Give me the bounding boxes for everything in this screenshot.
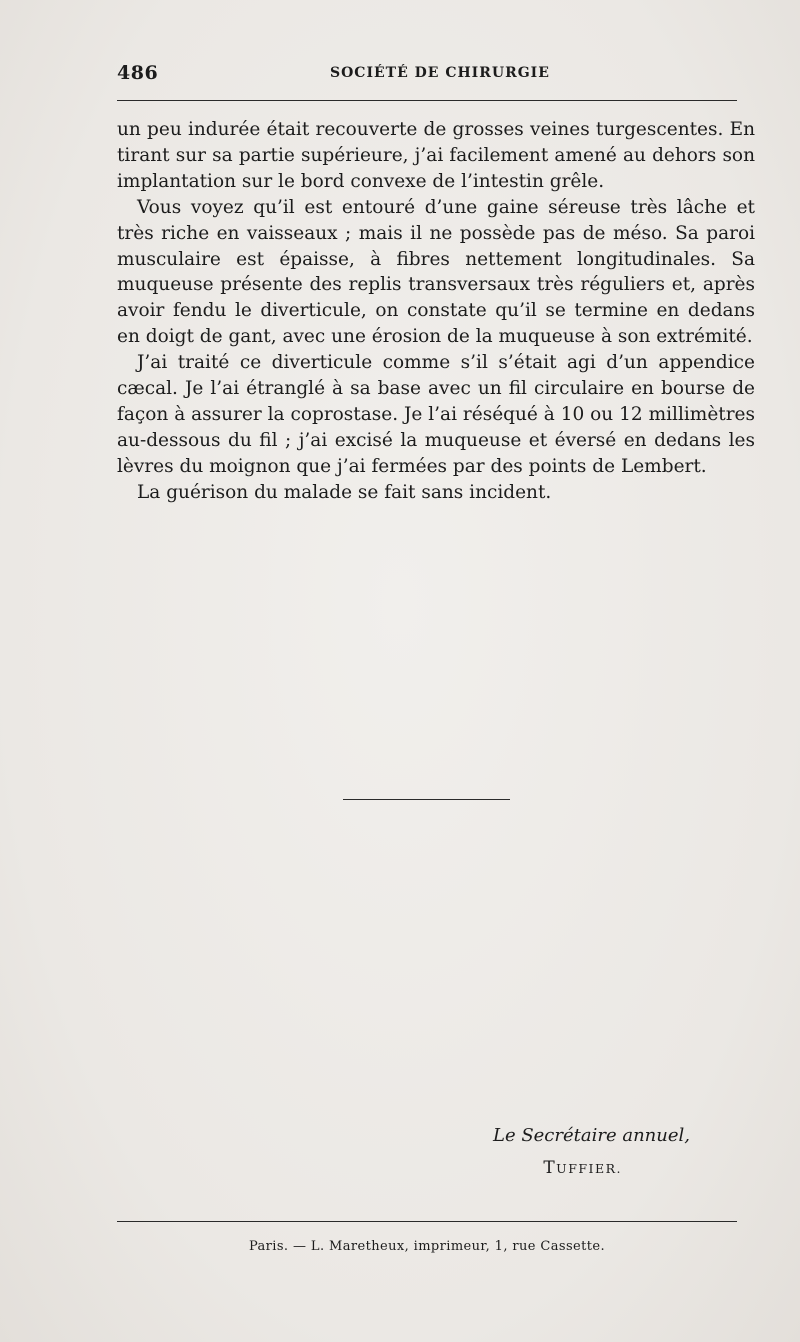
paragraph-2: Vous voyez qu’il est entouré d’une gaine séreuse très lâche et très riche en vaisseaux ; mais il ne possède pas de méso. Sa paroi musculaire est épaisse, à fibres nettement longitudinales. Sa muqueuse présente des replis transversaux très réguliers et, après avoir fendu le diverticule, on constate qu’il se termine en dedans en doigt de gant, avec une érosion de la muqueuse à son extrémité. [117,196,755,348]
page-number: 486 [117,62,159,84]
printer-imprint: Paris. — L. Maretheux, imprimeur, 1, rue Cassette. [248,1239,606,1254]
section-end-rule [343,799,510,800]
paragraph-4: La guérison du malade se fait sans incident. [137,481,552,503]
body-text [117,117,755,506]
signature-name-initial: T [543,1158,557,1178]
paragraph-3: J’ai traité ce diverticule comme s’il s’était agi d’un appendice cæcal. Je l’ai étranglé à sa base avec un fil circulaire en bourse de façon à assurer la coprostase. Je l’ai réséqué à 10 ou 12 millimètres au-dessous du fil ; j’ai excisé la muqueuse et éversé en dedans les lèvres du moignon que j’ai fermées par des points de Lembert. [117,352,755,477]
paragraph-1: un peu indurée était recouverte de grosses veines turgescentes. En tirant sur sa partie supérieure, j’ai facilement amené au dehors son implantation sur le bord convexe de l’intestin grêle. [117,119,755,192]
signature-name-rest: UFFIER. [556,1161,622,1176]
page-header [117,62,737,86]
running-head: SOCIÉTÉ DE CHIRURGIE [330,65,550,81]
footer-rule [117,1221,737,1222]
signature-title: Le Secrétaire annuel, [493,1125,690,1146]
header-rule [117,100,737,101]
signature-name [400,1158,622,1178]
